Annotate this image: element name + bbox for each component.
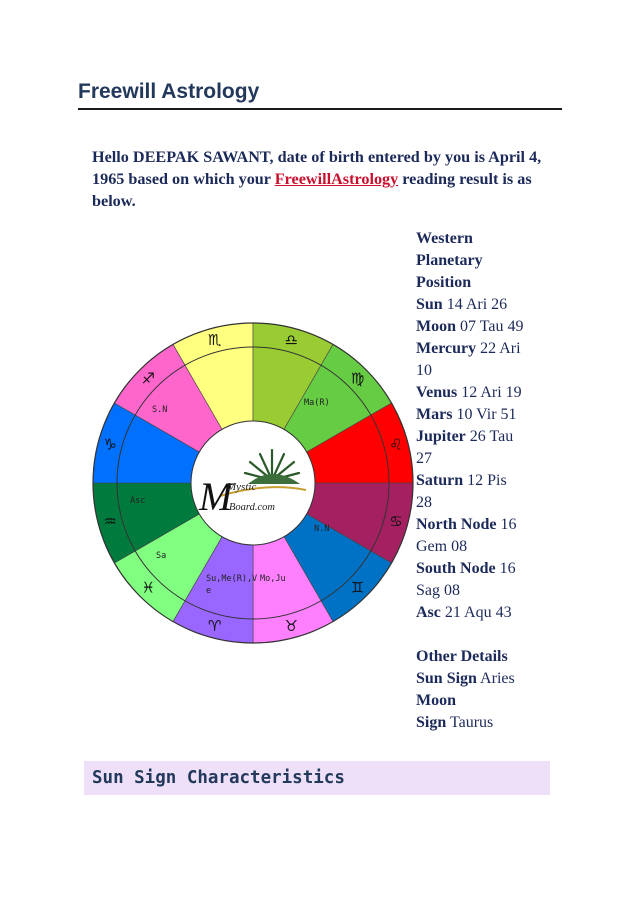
- moon-sign-row: Sign Taurus: [416, 714, 494, 731]
- planet-row-sun: Sun 14 Ari 26: [416, 296, 508, 313]
- section-spacer: [416, 624, 556, 646]
- logo-text-bottom: Board.com: [229, 502, 275, 513]
- planet-row-asc: Asc 21 Aqu 43: [416, 604, 512, 621]
- planet-row-mars: Mars 10 Vir 51: [416, 406, 517, 423]
- planet-row-mercury: Mercury 22 Ari 10: [416, 340, 521, 379]
- other-details-heading: Other Details: [416, 648, 508, 665]
- intro-text: Hello DEEPAK SAWANT, date of birth entered by you is April 4, 1965 based on which your: [92, 148, 542, 188]
- logo-text-top: Mystic: [227, 481, 257, 493]
- planet-row-south-node: South Node 16 Sag 08: [416, 560, 516, 599]
- birth-chart-wheel: [92, 322, 414, 644]
- house-label-e: e: [206, 586, 212, 596]
- leo-icon: ♌: [389, 435, 403, 454]
- sun-sign-row: Sun Sign Aries: [416, 670, 515, 687]
- western-heading-2: Planetary: [416, 252, 483, 269]
- house-label-mo-ju: Mo,Ju: [260, 574, 286, 584]
- logo-letter: M: [199, 474, 233, 519]
- planet-row-venus: Venus 12 Ari 19: [416, 384, 522, 401]
- title-divider: [78, 108, 562, 110]
- sagittarius-icon: ♐: [141, 369, 156, 388]
- western-position-panel: [416, 228, 556, 734]
- western-heading-3: Position: [416, 274, 472, 291]
- section-title: Sun Sign Characteristics: [92, 768, 345, 788]
- capricorn-icon: ♑: [103, 435, 117, 454]
- aquarius-icon: ♒: [103, 512, 117, 531]
- virgo-icon: ♍: [350, 369, 365, 388]
- page-title: Freewill Astrology: [78, 80, 260, 103]
- house-label-s-n: S.N: [152, 405, 168, 415]
- intro-text-end: reading result is as below.: [92, 170, 532, 210]
- aries-icon: ♈: [207, 616, 222, 635]
- sun-sign-characteristics-header: [84, 761, 550, 795]
- pisces-icon: ♓: [141, 578, 156, 597]
- house-label-asc: Asc: [130, 496, 146, 506]
- house-label-su-me-v: Su,Me(R),V: [206, 574, 258, 584]
- planet-row-moon: Moon 07 Tau 49: [416, 318, 524, 335]
- taurus-icon: ♉: [284, 616, 299, 635]
- moon-sign-label: Moon: [416, 692, 456, 709]
- planet-row-jupiter: Jupiter 26 Tau 27: [416, 428, 514, 467]
- western-heading-1: Western: [416, 230, 473, 247]
- house-label-nn: N.N: [314, 524, 330, 534]
- cancer-icon: ♋: [389, 512, 403, 531]
- scorpio-icon: ♏: [207, 331, 222, 350]
- planet-row-north-node: North Node 16 Gem 08: [416, 516, 517, 555]
- house-label-ma: Ma(R): [304, 398, 330, 408]
- house-label-sa: Sa: [156, 551, 167, 561]
- freewill-astrology-link[interactable]: FreewillAstrology: [274, 170, 399, 188]
- gemini-icon: ♊: [350, 578, 365, 597]
- libra-icon: ♎: [284, 331, 299, 350]
- intro-paragraph: [92, 146, 562, 212]
- planet-row-saturn: Saturn 12 Pis 28: [416, 472, 507, 511]
